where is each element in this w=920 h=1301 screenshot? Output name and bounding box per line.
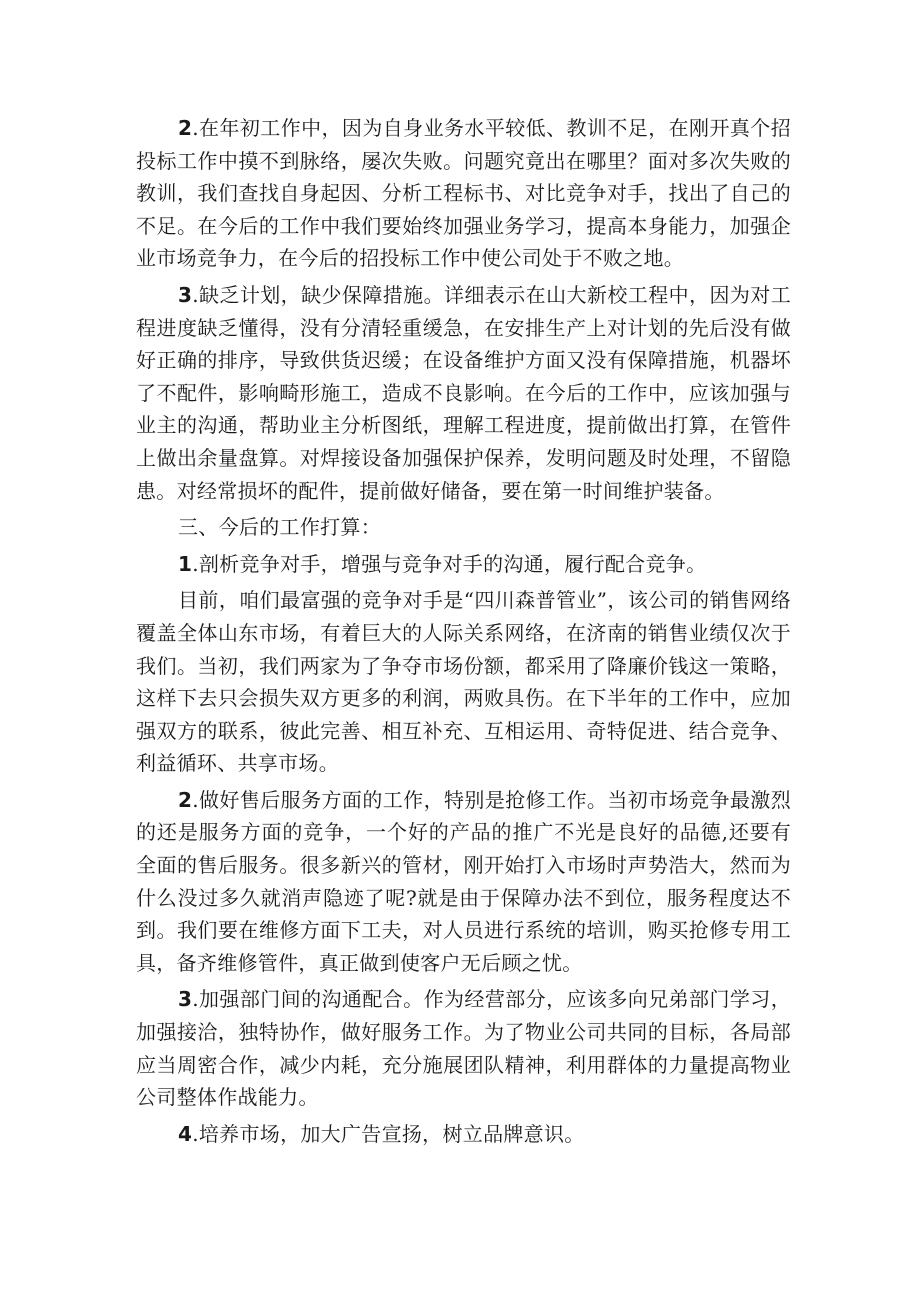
item-number: 2 [178,787,193,812]
item-number: 1 [178,551,193,576]
paragraph-market-brand [136,1118,791,1151]
paragraph-department-cooperation [136,983,791,1113]
paragraph-analyze-competitors [136,548,791,581]
paragraph-text: .剖析竞争对手，增强与竞争对手的沟通，履行配合竞争。 [192,551,707,576]
item-number: 3 [178,282,193,307]
item-number: 2 [178,116,193,140]
paragraph-text: .加强部门间的沟通配合。作为经营部分，应该多向兄弟部门学习，加强接洽，独特协作，做好服务工作。为了物业公司共同的目标，各局部应当周密合作，减少内耗，充分施展团队精神，利用群体的力量提高物业公司整体作战能力。 [136,987,791,1110]
paragraph-text: .培养市场，加大广告宣扬，树立品牌意识。 [192,1121,585,1146]
paragraph-bidding-lessons [136,112,791,275]
paragraph-text: .在年初工作中，因为自身业务水平较低、教训不足，在刚开真个招投标工作中摸不到脉络，屡次失败。问题究竟出在哪里？面对多次失败的教训，我们查找自身起因、分析工程标书、对比竞争对手，找出了自己的不足。在今后的工作中我们要始终加强业务学习，提高本身能力，加强企业市场竞争力，在今后的招投标工作中使公司处于不败之地。 [136,116,791,271]
paragraph-text: .缺乏计划，缺少保障措施。详细表示在山大新校工程中，因为对工程进度缺乏懂得，没有分清轻重缓急，在安排生产上对计划的先后没有做好正确的排序，导致供货迟缓；在设备维护方面又没有保障措施，机器坏了不配件，影响畸形施工，造成不良影响。在今后的工作中，应该加强与业主的沟通，帮助业主分析图纸，理解工程进度，提前做出打算，在管件上做出余量盘算。对焊接设备加强保护保养，发明问题及时处理，不留隐患。对经常损坏的配件，提前做好储备，要在第一时间维护装备。 [136,282,791,503]
item-number: 3 [178,987,193,1012]
item-number: 4 [178,1121,193,1146]
paragraph-competitor-detail [136,584,791,780]
paragraph-after-sales [136,784,791,980]
paragraph-text: 目前，咱们最富强的竞争对手是“四川森普管业”，该公司的销售网络覆盖全体山东市场，有着巨大的人际关系网络，在济南的销售业绩仅次于我们。当初，我们两家为了争夺市场份额，都采用了降廉价钱这一策略，这样下去只会损失双方更多的利润，两败具伤。在下半年的工作中，应加强双方的联系，彼此完善、相互补充、互相运用、奇特促进、结合竞争、利益循环、共享市场。 [136,588,791,776]
document-body [136,112,791,1154]
paragraph-planning-lack [136,279,791,507]
section-heading-future-plans [136,511,791,544]
paragraph-text: .做好售后服务方面的工作，特别是抢修工作。当初市场竞争最激烈的还是服务方面的竞争，一个好的产品的推广不光是良好的品德,还要有全面的售后服务。很多新兴的管材，刚开始打入市场时声势浩大，然而为什么没过多久就消声隐迹了呢?就是由于保障办法不到位，服务程度达不到。我们要在维修方面下工夫，对人员进行系统的培训，购买抢修专用工具，备齐维修管件，真正做到使客户无后顾之忧。 [136,787,791,975]
heading-text: 三、今后的工作打算： [178,515,381,540]
